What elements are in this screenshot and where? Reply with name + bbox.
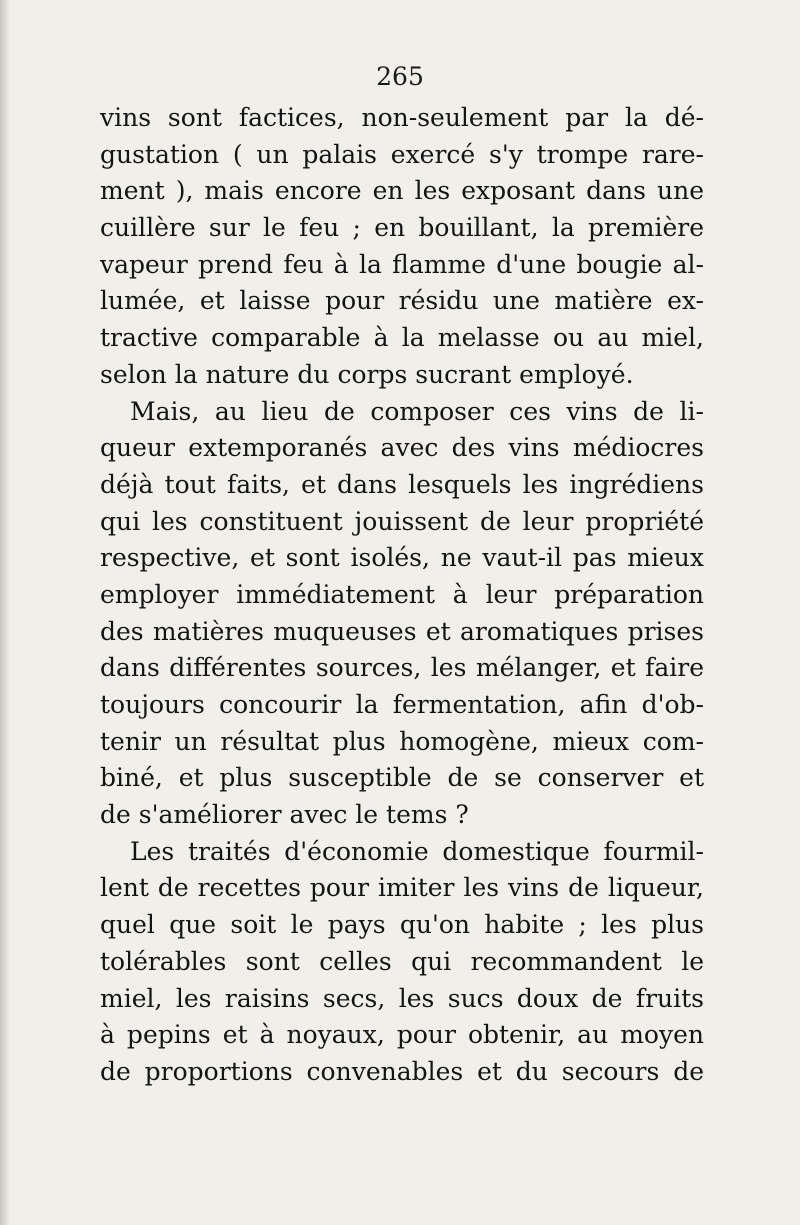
text-line: miel, les raisins secs, les sucs doux de fruits [100, 983, 704, 1013]
text-line: biné, et plus susceptible de se conserver et [100, 763, 704, 793]
text-line: employer immédiatement à leur préparation [100, 579, 704, 609]
text-line: cuillère sur le feu ; en bouillant, la première [100, 213, 704, 243]
text-line: de s'améliorer avec le tems ? [100, 800, 469, 830]
text-line: dans différentes sources, les mélanger, et faire [100, 653, 704, 683]
body-text [100, 100, 704, 1091]
text-line: quel que soit le pays qu'on habite ; les plus [100, 910, 704, 940]
text-line: tolérables sont celles qui recommandent le [100, 946, 704, 976]
text-line: respective, et sont isolés, ne vaut-il pas mieux [100, 543, 704, 573]
page-number: 265 [376, 62, 424, 91]
text-line: vapeur prend feu à la flamme d'une bougie al- [100, 249, 704, 279]
text-line: ment ), mais encore en les exposant dans une [100, 176, 704, 206]
text-line: de proportions convenables et du secours de [100, 1056, 704, 1086]
text-line: tenir un résultat plus homogène, mieux com- [100, 726, 704, 756]
text-line: tractive comparable à la melasse ou au miel, [100, 323, 704, 353]
text-line: des matières muqueuses et aromatiques prises [100, 616, 704, 646]
text-line: gustation ( un palais exercé s'y trompe rare- [100, 139, 704, 169]
paragraph-first-line: Mais, au lieu de composer ces vins de li- [130, 396, 704, 426]
text-line: vins sont factices, non-seulement par la dé- [100, 103, 704, 132]
text-line: lumée, et laisse pour résidu une matière ex- [100, 286, 704, 316]
text-line: qui les constituent jouissent de leur propriété [100, 506, 704, 536]
paragraph-first-line: Les traités d'économie domestique fourmil- [130, 836, 704, 866]
text-line: toujours concourir la fermentation, afin d'ob- [100, 690, 704, 719]
text-line: à pepins et à noyaux, pour obtenir, au moyen [100, 1020, 704, 1050]
text-line: lent de recettes pour imiter les vins de liqueur, [100, 873, 704, 903]
text-line: queur extemporanés avec des vins médiocres [100, 433, 704, 463]
text-line: déjà tout faits, et dans lesquels les ingrédiens [100, 469, 704, 499]
text-line: selon la nature du corps sucrant employé. [100, 359, 634, 389]
